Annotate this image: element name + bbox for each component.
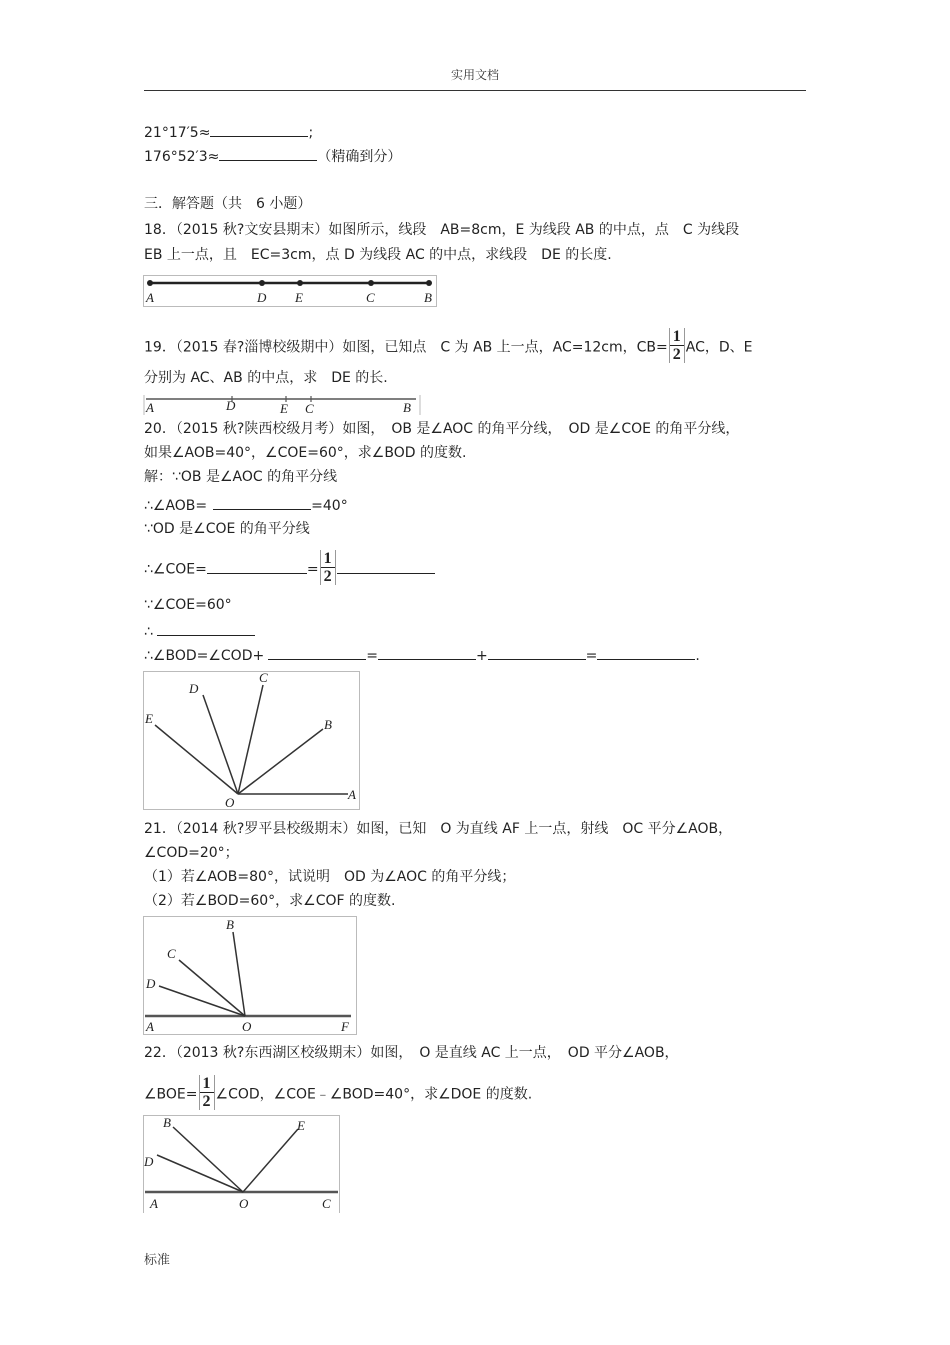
q21-line-3: （1）若∠AOB=80°，试说明 OD 为∠AOC 的角平分线； bbox=[144, 869, 516, 885]
q18-segment-svg bbox=[143, 275, 438, 307]
q22-figure bbox=[143, 1115, 343, 1217]
answer-blank[interactable] bbox=[213, 495, 311, 510]
prev-line-2-text: 176°52′3≈ bbox=[144, 149, 220, 165]
q20-solution-6-text: ∴ bbox=[144, 624, 153, 640]
plus-sign: + bbox=[475, 648, 488, 664]
label-d: D bbox=[189, 681, 199, 696]
q20-fraction: $\frac{1}{2}$ bbox=[320, 550, 336, 585]
q22-line-2 bbox=[144, 1077, 532, 1112]
q22-line-1: 22．（2013 秋?东西湖区校级期末）如图， O 是直线 AC 上一点， OD 平分∠AOB， bbox=[144, 1045, 679, 1061]
label-a: A bbox=[146, 290, 154, 305]
label-b: B bbox=[403, 400, 411, 415]
q20-solution-5: ∵∠COE=60° bbox=[144, 597, 232, 613]
label-e: E bbox=[145, 711, 153, 726]
label-o: O bbox=[242, 1019, 252, 1034]
q20-solution-4-eq: = bbox=[306, 561, 319, 578]
answer-blank[interactable] bbox=[378, 645, 476, 660]
label-a: A bbox=[150, 1196, 158, 1211]
q20-figure bbox=[143, 671, 361, 815]
label-c: C bbox=[366, 290, 375, 305]
label-d: D bbox=[226, 398, 236, 413]
label-d: D bbox=[146, 976, 156, 991]
q19-segment-svg bbox=[143, 395, 423, 415]
period: . bbox=[695, 648, 700, 664]
point-c bbox=[368, 280, 374, 286]
label-o: O bbox=[239, 1196, 249, 1211]
q19-line-1 bbox=[144, 330, 752, 365]
q22-line-2-text: ∠BOE= bbox=[144, 1086, 198, 1103]
q19-line-1-end: AC，D、E bbox=[685, 339, 753, 356]
point-d bbox=[259, 280, 265, 286]
answer-blank[interactable] bbox=[210, 122, 308, 137]
q20-solution-7 bbox=[144, 645, 700, 665]
q20-solution-7-text: ∴∠BOD=∠COD+ bbox=[144, 648, 265, 664]
answer-blank[interactable] bbox=[157, 621, 255, 636]
q22-line-2-end: ∠COD，∠COE﹣∠BOD=40°，求∠DOE 的度数. bbox=[215, 1086, 533, 1103]
equals-sign: = bbox=[585, 648, 598, 664]
equals-sign: = bbox=[366, 648, 378, 664]
label-a: A bbox=[146, 400, 154, 415]
q21-line-4: （2）若∠BOD=60°，求∠COF 的度数. bbox=[144, 893, 396, 909]
q18-line-1: 18．（2015 秋?文安县期末）如图所示，线段 AB=8cm，E 为线段 AB 的中点，点 C 为线段 bbox=[144, 222, 740, 238]
answer-blank[interactable] bbox=[597, 645, 695, 660]
label-b: B bbox=[163, 1115, 171, 1130]
q19-fraction: $\frac{1}{2}$ bbox=[669, 328, 685, 363]
label-b: B bbox=[226, 917, 234, 932]
label-f: F bbox=[341, 1019, 349, 1034]
label-c: C bbox=[167, 946, 176, 961]
q18-figure bbox=[143, 275, 438, 311]
label-d: D bbox=[257, 290, 267, 305]
q21-figure bbox=[143, 916, 358, 1040]
label-o: O bbox=[225, 795, 235, 810]
q20-solution-1: 解：∵OB 是∠AOC 的角平分线 bbox=[144, 469, 338, 485]
q20-line-1: 20．（2015 秋?陕西校级月考）如图， OB 是∠AOC 的角平分线， OD 是∠COE 的角平分线， bbox=[144, 421, 740, 437]
label-e: E bbox=[297, 1118, 305, 1133]
q19-figure bbox=[143, 395, 423, 419]
header-rule bbox=[144, 90, 806, 91]
label-c: C bbox=[322, 1196, 331, 1211]
q20-solution-2-text: ∴∠AOB= bbox=[144, 498, 208, 514]
page-header: 实用文档 bbox=[450, 68, 499, 82]
label-e: E bbox=[295, 290, 303, 305]
answer-blank[interactable] bbox=[207, 559, 307, 574]
label-a: A bbox=[146, 1019, 154, 1034]
label-a: A bbox=[348, 787, 356, 802]
prev-line-2 bbox=[144, 146, 401, 166]
q21-angle-svg bbox=[143, 916, 358, 1036]
answer-blank[interactable] bbox=[219, 146, 317, 161]
point-b bbox=[426, 280, 432, 286]
label-e: E bbox=[280, 401, 288, 415]
answer-blank[interactable] bbox=[268, 645, 366, 660]
q20-angle-svg bbox=[143, 671, 361, 811]
label-d: D bbox=[144, 1154, 154, 1169]
q18-line-2: EB 上一点，且 EC=3cm，点 D 为线段 AC 的中点，求线段 DE 的长度. bbox=[144, 247, 612, 263]
prev-line-1-text: 21°17′5≈ bbox=[144, 125, 211, 141]
page-footer: 标准 bbox=[144, 1253, 171, 1268]
label-c: C bbox=[259, 671, 268, 685]
label-c: C bbox=[305, 401, 314, 415]
answer-blank[interactable] bbox=[488, 645, 586, 660]
point-e bbox=[297, 280, 303, 286]
q20-line-2: 如果∠AOB=40°，∠COE=60°，求∠BOD 的度数. bbox=[144, 445, 467, 461]
label-b: B bbox=[424, 290, 432, 305]
prev-line-1 bbox=[144, 122, 313, 142]
point-a bbox=[147, 280, 153, 286]
prev-line-2-end: （精确到分） bbox=[317, 149, 402, 165]
q21-line-2: ∠COD=20°； bbox=[144, 845, 239, 861]
q21-line-1: 21．（2014 秋?罗平县校级期末）如图，已知 O 为直线 AF 上一点，射线 OC 平分∠AOB， bbox=[144, 821, 733, 837]
q20-solution-6 bbox=[144, 621, 255, 641]
section-title: 三．解答题（共 6 小题） bbox=[144, 196, 312, 212]
q22-fraction: $\frac{1}{2}$ bbox=[199, 1075, 215, 1110]
q19-line-2: 分别为 AC、AB 的中点，求 DE 的长. bbox=[144, 370, 388, 386]
label-b: B bbox=[324, 717, 332, 732]
q20-solution-4-text: ∴∠COE= bbox=[144, 561, 207, 578]
q20-solution-3: ∵OD 是∠COE 的角平分线 bbox=[144, 521, 310, 537]
q19-line-1-text: 19．（2015 春?淄博校级期中）如图，已知点 C 为 AB 上一点，AC=12cm，CB= bbox=[144, 339, 668, 356]
prev-line-1-end: ; bbox=[308, 125, 314, 141]
q20-solution-2-end: =40° bbox=[311, 498, 348, 514]
q20-solution-4 bbox=[144, 552, 435, 587]
q20-solution-2 bbox=[144, 495, 348, 515]
answer-blank[interactable] bbox=[337, 559, 435, 574]
q22-angle-svg bbox=[143, 1115, 343, 1213]
